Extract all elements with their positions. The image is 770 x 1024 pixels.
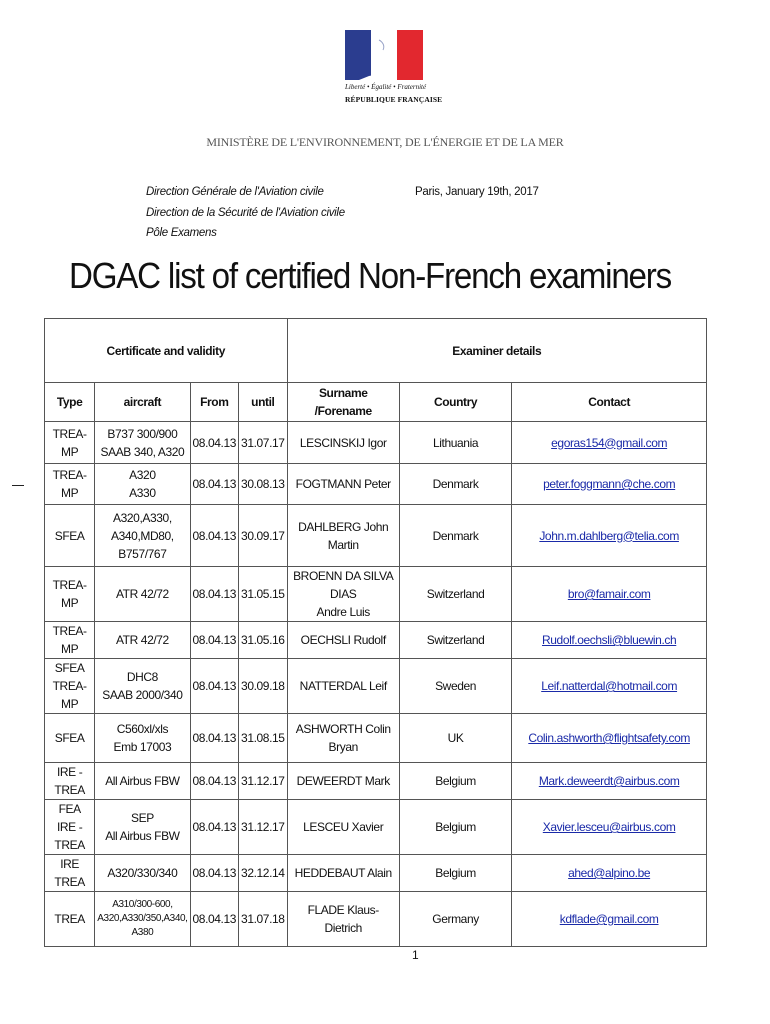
cell-until: 31.07.18	[239, 892, 288, 947]
contact-email-link[interactable]: egoras154@gmail.com	[551, 435, 668, 450]
contact-email-link[interactable]: peter.foggmann@che.com	[543, 477, 676, 491]
cell-name: LESCEU Xavier	[287, 800, 399, 855]
contact-email-link[interactable]: Leif.natterdal@hotmail.com	[541, 679, 678, 693]
cell-name: LESCINSKIJ Igor	[287, 422, 399, 464]
cell-aircraft: B737 300/900 SAAB 340, A320	[95, 422, 190, 464]
cell-until: 30.08.13	[239, 464, 288, 505]
cell-country: Lithuania	[399, 422, 511, 464]
motto: Liberté • Égalité • Fraternité	[345, 83, 427, 91]
directorate-line-1: Direction Générale de l'Aviation civile	[146, 186, 324, 198]
cell-from: 08.04.13	[190, 567, 239, 622]
cell-country: Switzerland	[399, 567, 511, 622]
cell-from: 08.04.13	[190, 422, 239, 464]
column-header-until: until	[239, 383, 288, 422]
marianne-logo	[345, 30, 443, 104]
cell-contact	[512, 422, 707, 464]
cell-contact	[512, 800, 707, 855]
cell-country: Denmark	[399, 505, 511, 567]
contact-email-link[interactable]: ahed@alpino.be	[568, 866, 651, 880]
contact-email-link[interactable]: Mark.deweerdt@airbus.com	[538, 774, 680, 788]
examiners-table	[44, 318, 707, 947]
contact-email-link[interactable]: Rudolf.oechsli@bluewin.ch	[542, 633, 677, 647]
cell-country: Denmark	[399, 464, 511, 505]
cell-type: IRE -TREA	[45, 763, 95, 800]
column-header-row	[45, 383, 707, 422]
cell-contact	[512, 659, 707, 714]
cell-from: 08.04.13	[190, 714, 239, 763]
cell-aircraft: C560xl/xls Emb 17003	[95, 714, 190, 763]
cell-contact	[512, 567, 707, 622]
column-header-from: From	[190, 383, 239, 422]
cell-aircraft: ATR 42/72	[95, 567, 190, 622]
cell-name: BROENN DA SILVA DIAS Andre Luis	[287, 567, 399, 622]
cell-aircraft: DHC8 SAAB 2000/340	[95, 659, 190, 714]
cell-name: DEWEERDT Mark	[287, 763, 399, 800]
cell-name: FLADE Klaus-Dietrich	[287, 892, 399, 947]
republic-label: RÉPUBLIQUE FRANÇAISE	[345, 95, 443, 104]
contact-email-link[interactable]: bro@famair.com	[567, 587, 651, 601]
cell-contact	[512, 622, 707, 659]
column-header-aircraft: aircraft	[95, 383, 190, 422]
cell-country: Switzerland	[399, 622, 511, 659]
contact-email-link[interactable]: kdflade@gmail.com	[559, 912, 659, 926]
cell-contact	[512, 892, 707, 947]
cell-type: TREA	[45, 892, 95, 947]
cell-contact	[512, 505, 707, 567]
cell-type: SFEA TREA-MP	[45, 659, 95, 714]
cell-contact	[512, 464, 707, 505]
column-header-name: Surname /Forename	[287, 383, 399, 422]
cell-aircraft: ATR 42/72	[95, 622, 190, 659]
cell-country: Belgium	[399, 800, 511, 855]
table-row	[45, 714, 707, 763]
cell-contact	[512, 763, 707, 800]
table-row	[45, 422, 707, 464]
cell-type: SFEA	[45, 714, 95, 763]
cell-from: 08.04.13	[190, 892, 239, 947]
cell-from: 08.04.13	[190, 659, 239, 714]
cell-name: ASHWORTH Colin Bryan	[287, 714, 399, 763]
directorate-line-3: Pôle Examens	[146, 227, 217, 239]
table-row	[45, 659, 707, 714]
cell-aircraft: A310/300-600, A320,A330/350,A340, A380	[95, 892, 190, 947]
cell-country: Belgium	[399, 855, 511, 892]
cell-until: 31.05.16	[239, 622, 288, 659]
cell-until: 31.12.17	[239, 800, 288, 855]
cell-type: TREA-MP	[45, 464, 95, 505]
cell-country: UK	[399, 714, 511, 763]
table-row	[45, 567, 707, 622]
cell-country: Sweden	[399, 659, 511, 714]
cell-type: FEA IRE -TREA	[45, 800, 95, 855]
table-row	[45, 892, 707, 947]
document-date: Paris, January 19th, 2017	[415, 186, 539, 198]
cell-until: 32.12.14	[239, 855, 288, 892]
table-row	[45, 763, 707, 800]
cell-from: 08.04.13	[190, 800, 239, 855]
table-row	[45, 505, 707, 567]
table-row	[45, 622, 707, 659]
cell-name: NATTERDAL Leif	[287, 659, 399, 714]
cell-country: Germany	[399, 892, 511, 947]
cell-until: 31.05.15	[239, 567, 288, 622]
cell-contact	[512, 714, 707, 763]
ministry-name: MINISTÈRE DE L'ENVIRONNEMENT, DE L'ÉNERGIE ET DE LA MER	[206, 135, 564, 149]
cell-type: TREA-MP	[45, 422, 95, 464]
cell-until: 30.09.18	[239, 659, 288, 714]
cell-type: SFEA	[45, 505, 95, 567]
cell-name: DAHLBERG John Martin	[287, 505, 399, 567]
certificate-group-header: Certificate and validity	[45, 319, 288, 383]
cell-country: Belgium	[399, 763, 511, 800]
cell-from: 08.04.13	[190, 464, 239, 505]
cell-name: HEDDEBAUT Alain	[287, 855, 399, 892]
cell-until: 31.12.17	[239, 763, 288, 800]
cell-type: IRE TREA	[45, 855, 95, 892]
cell-until: 31.07.17	[239, 422, 288, 464]
contact-email-link[interactable]: Colin.ashworth@flightsafety.com	[528, 731, 690, 745]
cell-from: 08.04.13	[190, 763, 239, 800]
examiner-group-header: Examiner details	[287, 319, 706, 383]
contact-email-link[interactable]: John.m.dahlberg@telia.com	[539, 528, 679, 543]
cell-aircraft: A320,A330, A340,MD80, B757/767	[95, 505, 190, 567]
table-row	[45, 855, 707, 892]
cell-until: 30.09.17	[239, 505, 288, 567]
page-title: DGAC list of certified Non-French examiners	[69, 255, 671, 296]
cell-name: FOGTMANN Peter	[287, 464, 399, 505]
cell-type: TREA-MP	[45, 622, 95, 659]
cell-aircraft: A320 A330	[95, 464, 190, 505]
cell-from: 08.04.13	[190, 622, 239, 659]
cell-aircraft: All Airbus FBW	[95, 763, 190, 800]
cell-from: 08.04.13	[190, 855, 239, 892]
contact-email-link[interactable]: Xavier.lesceu@airbus.com	[542, 820, 676, 834]
column-header-contact: Contact	[512, 383, 707, 422]
table-row	[45, 464, 707, 505]
cell-type: TREA-MP	[45, 567, 95, 622]
table-body	[45, 422, 707, 947]
table-row	[45, 800, 707, 855]
french-flag-icon	[345, 30, 423, 80]
page-number: 1	[412, 948, 419, 962]
cell-aircraft: SEP All Airbus FBW	[95, 800, 190, 855]
directorate-line-2: Direction de la Sécurité de l'Aviation civile	[146, 207, 345, 219]
column-header-type: Type	[45, 383, 95, 422]
margin-mark	[12, 485, 24, 486]
cell-aircraft: A320/330/340	[95, 855, 190, 892]
cell-until: 31.08.15	[239, 714, 288, 763]
column-header-country: Country	[399, 383, 511, 422]
cell-from: 08.04.13	[190, 505, 239, 567]
cell-name: OECHSLI Rudolf	[287, 622, 399, 659]
cell-contact	[512, 855, 707, 892]
